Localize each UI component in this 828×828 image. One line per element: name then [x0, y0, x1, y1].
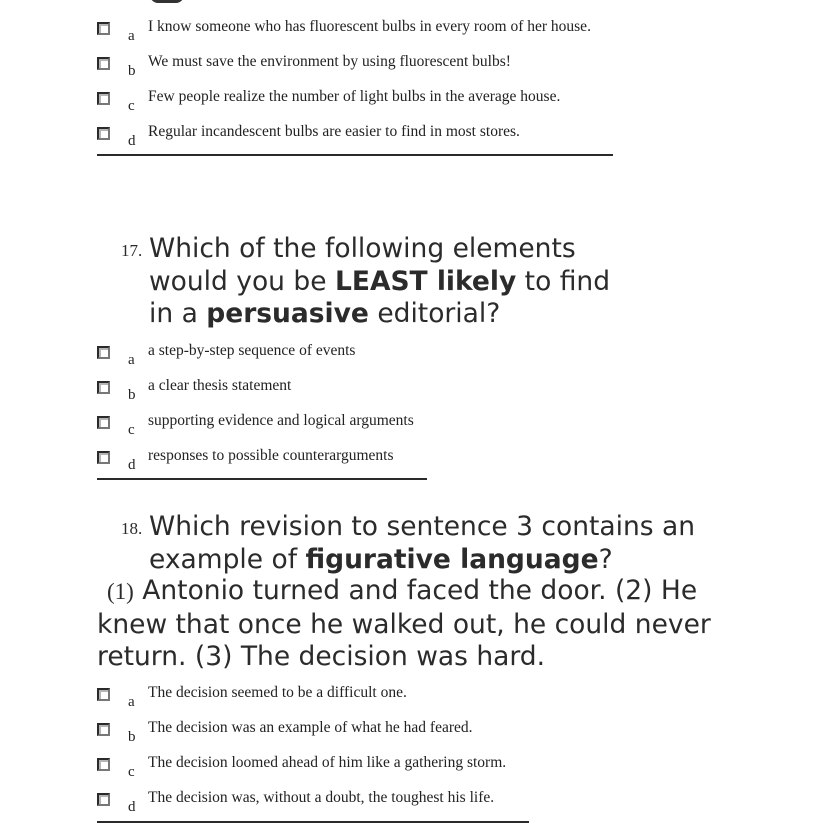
option-letter: d — [128, 133, 136, 149]
q17-prompt — [97, 233, 610, 331]
option-text: a clear thesis statement — [148, 377, 292, 394]
checkbox[interactable] — [97, 723, 110, 736]
option-text: supporting evidence and logical arguments — [148, 412, 414, 429]
q17-line-1: Which of the following elements — [149, 233, 576, 264]
emphasis: persuasive — [206, 298, 369, 329]
q18-divider — [97, 821, 529, 823]
sentence-number: (1) — [107, 579, 134, 604]
q16-divider — [97, 154, 613, 156]
checkbox[interactable] — [97, 688, 110, 701]
option-text: The decision loomed ahead of him like a gathering storm. — [148, 754, 507, 771]
checkbox[interactable] — [97, 22, 110, 35]
option-letter: c — [128, 764, 135, 780]
option-text: I know someone who has fluorescent bulbs in every room of her house. — [148, 18, 591, 35]
q18-prompt — [97, 511, 695, 576]
option-text: a step-by-step sequence of events — [148, 342, 356, 359]
question-number: 18. — [121, 519, 143, 538]
passage-line-3: return. (3) The decision was hard. — [97, 641, 546, 672]
text-run: Antonio turned and faced the door. (2) He — [133, 575, 698, 606]
q17-divider — [97, 478, 427, 480]
q18-passage — [97, 575, 737, 674]
q18-line-2 — [97, 544, 695, 577]
emphasis: figurative language — [305, 543, 599, 575]
option-text: We must save the environment by using fluorescent bulbs! — [148, 53, 511, 70]
checkbox[interactable] — [97, 127, 110, 140]
option-letter: b — [128, 63, 136, 79]
option-letter: c — [128, 422, 135, 438]
text-run: editorial? — [368, 298, 501, 329]
text-run: example of — [149, 543, 306, 575]
text-run: ? — [598, 543, 613, 575]
option-letter: d — [128, 457, 136, 473]
option-letter: a — [128, 352, 135, 368]
option-text: The decision was an example of what he had feared. — [148, 719, 473, 736]
passage-line-2: knew that once he walked out, he could never — [97, 608, 711, 640]
text-run: would you be — [149, 265, 335, 297]
q17-line-2 — [97, 266, 610, 299]
option-letter: a — [128, 694, 135, 710]
emphasis: LEAST likely — [334, 265, 517, 297]
option-text: The decision was, without a doubt, the toughest his life. — [148, 789, 495, 806]
option-letter: d — [128, 799, 136, 815]
question-number: 17. — [121, 241, 143, 260]
clipped-heading-glyph — [150, 0, 184, 3]
checkbox[interactable] — [97, 57, 110, 70]
option-text: responses to possible counterarguments — [148, 447, 394, 464]
checkbox[interactable] — [97, 793, 110, 806]
checkbox[interactable] — [97, 758, 110, 771]
option-text: The decision seemed to be a difficult one. — [148, 684, 407, 701]
q17-line-3 — [97, 298, 610, 331]
text-run: to find — [516, 265, 611, 297]
option-letter: b — [128, 387, 136, 403]
checkbox[interactable] — [97, 451, 110, 464]
option-text: Few people realize the number of light bulbs in the average house. — [148, 88, 561, 105]
checkbox[interactable] — [97, 346, 110, 359]
text-run: in a — [149, 298, 207, 329]
q18-line-1: Which revision to sentence 3 contains an — [149, 511, 696, 542]
checkbox[interactable] — [97, 416, 110, 429]
option-letter: a — [128, 28, 135, 44]
option-text: Regular incandescent bulbs are easier to find in most stores. — [148, 123, 520, 140]
passage-line-1 — [97, 575, 737, 609]
checkbox[interactable] — [97, 92, 110, 105]
checkbox[interactable] — [97, 381, 110, 394]
option-letter: c — [128, 98, 135, 114]
option-letter: b — [128, 729, 136, 745]
